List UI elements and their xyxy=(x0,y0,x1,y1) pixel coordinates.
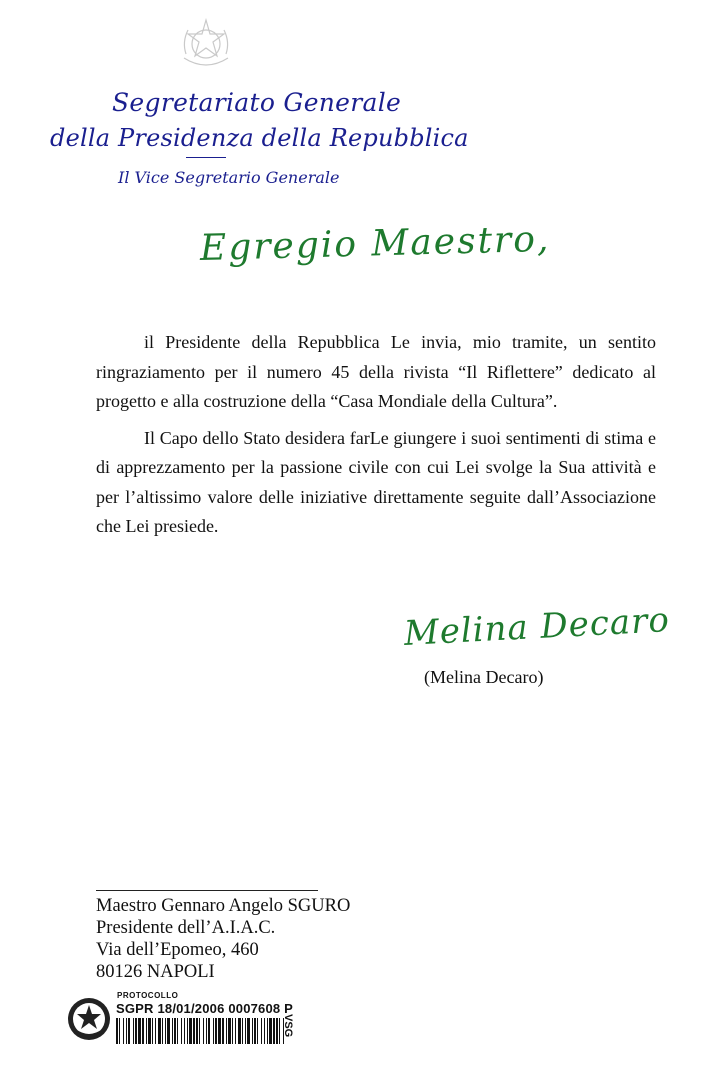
emblem-icon xyxy=(176,14,236,74)
body-paragraph-1: il Presidente della Repubblica Le invia, mio tramite, un sentito ringraziamento per il numero 45 della rivista “Il Riflettere” dedicato al progetto e alla costruzione della “Casa Mondiale della Cultura”. xyxy=(96,332,656,411)
addressee-divider xyxy=(96,890,318,891)
letter-body xyxy=(96,328,656,542)
stamp-side-code: VSG xyxy=(282,1014,294,1038)
addressee-line: Presidente dell’A.I.A.C. xyxy=(96,918,276,938)
letterhead-divider xyxy=(186,157,226,158)
stamp-protocol-code: SGPR 18/01/2006 0007608 P xyxy=(116,1001,294,1016)
letterhead-line-2: della Presidenza della Repubblica xyxy=(50,124,469,152)
addressee-line: Via dell’Epomeo, 460 xyxy=(96,940,259,960)
handwritten-signature: Melina Decaro xyxy=(402,600,671,654)
barcode-icon xyxy=(116,1018,286,1044)
addressee-block xyxy=(96,895,350,983)
stamp-header: PROTOCOLLO xyxy=(117,991,179,1000)
addressee-line: Maestro Gennaro Angelo SGURO xyxy=(96,896,351,916)
handwritten-salutation: Egregio Maestro, xyxy=(199,218,551,269)
addressee-line: 80126 NAPOLI xyxy=(96,962,215,982)
signatory-name: (Melina Decaro) xyxy=(424,667,544,687)
letterhead-line-1: Segretariato Generale xyxy=(112,88,402,117)
stamp-emblem-icon xyxy=(66,996,112,1042)
body-paragraph-2: Il Capo dello Stato desidera farLe giungere i suoi sentimenti di stima e di apprezzamento per la passione civile con cui Lei svolge la Sua attività e per l’altissimo valore delle iniziative direttamente seguite dall’Associazione che Lei presiede. xyxy=(96,427,656,536)
letterhead-line-3: Il Vice Segretario Generale xyxy=(118,168,340,187)
